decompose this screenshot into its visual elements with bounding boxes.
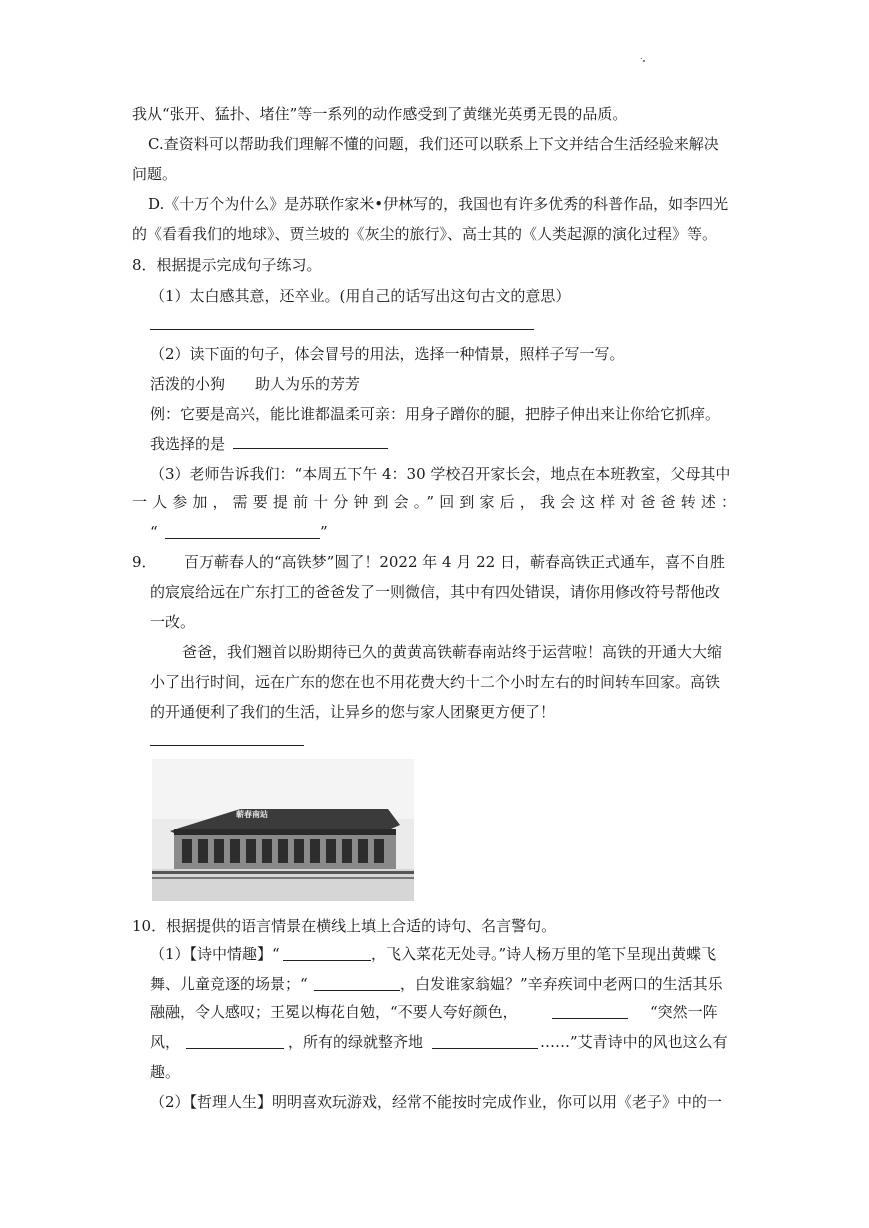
q10-part1-line3-pre: 融融，令人感叹；王冕以梅花自勉，“不要人夸好颜色， xyxy=(150,1003,518,1021)
q10-part1-line2-pre: 舞、儿童竞逐的场景；“ xyxy=(150,975,308,993)
page-dot-mark xyxy=(643,60,645,62)
q10-blank-2 xyxy=(314,990,400,991)
q10-part1-line5: 趣。 xyxy=(150,1063,181,1081)
q8-part1-answer-line xyxy=(150,329,534,330)
q9-message-line2: 小了出行时间，远在广东的您在也不用花费大约十二个小时左右的时间转车回家。高铁 xyxy=(150,673,721,691)
q9-message-line3: 的开通便利了我们的生活，让异乡的您与家人团聚更方便了！ xyxy=(150,703,556,721)
option-d-line1: D.《十万个为什么》是苏联作家米•伊林写的，我国也有许多优秀的科普作品，如李四光 xyxy=(148,195,729,213)
station-sign-text: 蕲春南站 xyxy=(236,809,268,819)
question-9-number: 9． xyxy=(132,553,157,571)
text-line: 我从“张开、猛扑、堵住”等一系列的动作感受到了黄继光英勇无畏的品质。 xyxy=(132,105,628,123)
q9-line2: 的宸宸给远在广东打工的爸爸发了一则微信，其中有四处错误，请你用修改符号帮他改 xyxy=(150,583,721,601)
q10-part1-line3-post: “突然一阵 xyxy=(650,1003,718,1021)
q10-part1-line1-mid: ，飞入菜花无处寻。”诗人杨万里的笔下呈现出黄蝶飞 xyxy=(371,945,717,963)
q8-part3-answer-line xyxy=(165,538,320,539)
option-d-line2: 的《看看我们的地球》、贾兰坡的《灰尘的旅行》、高士其的《人类起源的演化过程》等。 xyxy=(132,225,718,243)
q9-line3: 一改。 xyxy=(150,613,196,631)
q8-part2-example: 例：它要是高兴，能比谁都温柔可亲：用身子蹭你的腿，把脖子伸出来让你给它抓痒。 xyxy=(150,405,721,423)
q9-message-line1: 爸爸，我们翘首以盼期待已久的黄黄高铁蕲春南站终于运营啦！高铁的开通大大缩 xyxy=(182,643,723,661)
q10-part1-line1-pre: （1）【诗中情趣】“ xyxy=(150,945,280,963)
q8-part3-line2-text: 一人参加，需要提前十分钟到会。”回到家后，我会这样对爸爸转述： xyxy=(132,493,736,511)
question-10-title: 10．根据提供的语言情景在横线上填上合适的诗句、名言警句。 xyxy=(132,917,557,935)
q10-part1-line4-pre: 风， xyxy=(150,1033,181,1051)
q8-part1-prompt: （1）太白感其意，还卒业。(用自己的话写出这句古文的意思） xyxy=(150,287,571,305)
option-c-line2: 问题。 xyxy=(132,165,178,183)
q8-part2-prompt: （2）读下面的句子，体会冒号的用法，选择一种情景，照样子写一写。 xyxy=(150,345,625,363)
q10-blank-3 xyxy=(552,1018,628,1019)
q8-part2-options: 活泼的小狗 助人为乐的芳芳 xyxy=(150,375,361,393)
q10-part1-line2-mid: ，白发谁家翁媪？”辛弃疾词中老两口的生活其乐 xyxy=(400,975,723,993)
q10-blank-4 xyxy=(186,1048,284,1049)
q10-part1-line4-mid: ，所有的绿就整齐地 xyxy=(288,1033,424,1051)
question-8-title: 8．根据提示完成句子练习。 xyxy=(132,256,322,274)
q8-part3-quote-open: “ xyxy=(150,523,158,541)
q8-part2-choice-label: 我选择的是 xyxy=(150,435,226,453)
train-station-photo xyxy=(152,759,414,901)
top-dot-text: . xyxy=(640,52,643,62)
q9-separator-line xyxy=(150,745,304,746)
q9-line1: 百万蕲春人的“高铁梦”圆了！2022 年 4 月 22 日，蕲春高铁正式通车，喜不自胜 xyxy=(184,553,725,571)
q10-part1-line4-post: ……”艾青诗中的风也这么有 xyxy=(540,1033,728,1051)
option-c-line1: C.查资料可以帮助我们理解不懂的问题，我们还可以联系上下文并结合生活经验来解决 xyxy=(148,135,719,153)
q8-part3-quote-close: ” xyxy=(320,523,328,541)
q8-part3-line2 xyxy=(132,491,736,513)
q10-part2-line1: （2）【哲理人生】明明喜欢玩游戏，经常不能按时完成作业，你可以用《老子》中的一 xyxy=(150,1093,723,1111)
q10-blank-1 xyxy=(283,960,371,961)
q8-part3-line1: （3）老师告诉我们：“本周五下午 4：30 学校召开家长会，地点在本班教室，父母其中 xyxy=(150,465,731,483)
q8-part2-choice-line xyxy=(233,448,388,449)
q10-blank-5 xyxy=(432,1048,538,1049)
